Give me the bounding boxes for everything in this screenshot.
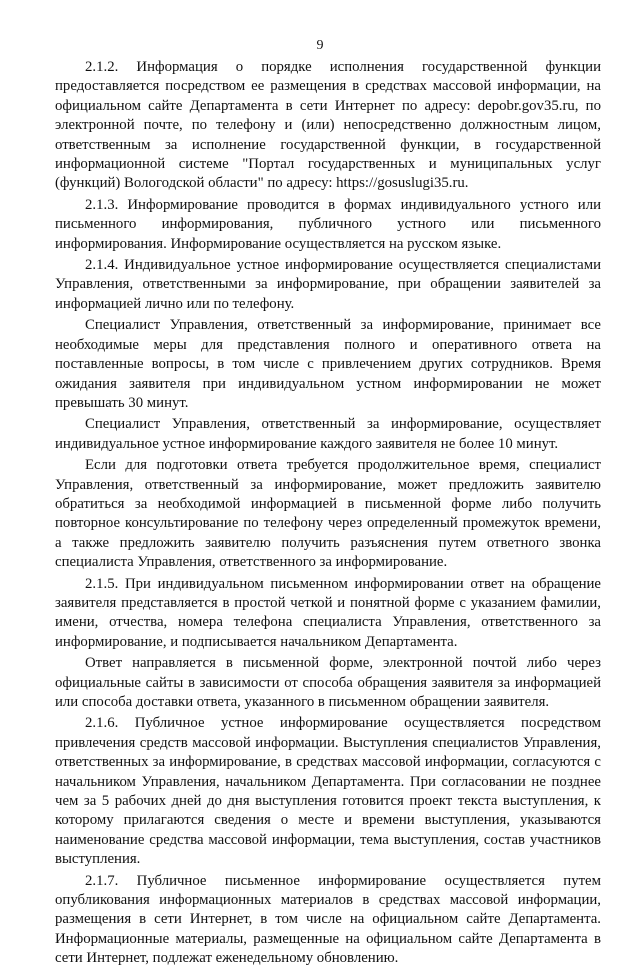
page-number: 9 bbox=[316, 38, 324, 53]
paragraph-2-1-2: 2.1.2. Информация о порядке исполнения государственной функции предоставляется посредством ее размещения в средствах массовой информации, на официальном сайте Департамента в сети Интернет по адресу: depobr.gov35.ru, по электронной почте, по телефону и (или) непосредственно должностным лицом, ответственным за исполнение государственной функции, в государственной информационной системе "Портал государственных и муниципальных услуг (функций) Вологодской области" по адресу: https://gosuslugi35.ru. bbox=[55, 59, 601, 192]
paragraph-2-1-3: 2.1.3. Информирование проводится в формах индивидуального устного или письменного информирования, публичного устного или письменного информирования. Информирование осуществляется на русском языке. bbox=[55, 196, 601, 252]
paragraph-specialist-duration: Специалист Управления, ответственный за информирование, осуществляет индивидуальное устное информирование каждого заявителя не более 10 минут. bbox=[55, 416, 601, 452]
paragraph-long-answer: Если для подготовки ответа требуется продолжительное время, специалист Управления, ответственный за информирование, может предложить заявителю обратиться за необходимой информацией в письменной форме либо получить повторное консультирование по телефону через определенный промежуток времени, а также предложить заявителю получить разъяснения путем ответного звонка специалиста Управления, ответственного за информирование. bbox=[55, 457, 601, 571]
paragraph-2-1-7: 2.1.7. Публичное письменное информирование осуществляется путем опубликования информационных материалов в средствах массовой информации, размещения в сети Интернет, в том числе на официальном сайте Департамента. Информационные материалы, размещенные на официальном сайте Департамента в сети Интернет, подлежат еженедельному обновлению. bbox=[55, 872, 601, 967]
paragraph-specialist-measures: Специалист Управления, ответственный за информирование, принимает все необходимые меры для представления полного и оперативного ответа на поставленные вопросы, в том числе с привлечением других сотрудников. Время ожидания заявителя при индивидуальном устном информировании не может превышать 30 минут. bbox=[55, 317, 601, 411]
paragraph-answer-delivery: Ответ направляется в письменной форме, электронной почтой либо через официальные сайты в зависимости от способа обращения заявителя за информацией или способа доставки ответа, указанного в письменном обращении заявителя. bbox=[55, 655, 601, 710]
paragraph-2-1-4: 2.1.4. Индивидуальное устное информирование осуществляется специалистами Управления, ответственными за информирование, при обращении заявителей за информацией лично или по телефону. bbox=[55, 257, 601, 312]
paragraph-2-1-6: 2.1.6. Публичное устное информирование осуществляется посредством привлечения средств массовой информации. Выступления специалистов Управления, ответственных за информирование, в средствах массовой информации, согласуются с начальником Управления, начальником Департамента. При согласовании не позднее чем за 5 рабочих дней до дня выступления готовится проект текста выступления, к которому прилагаются сведения о месте и времени выступления, указываются наименование средства массовой информации, тема выступления, состав участников выступления. bbox=[55, 715, 601, 868]
document-body bbox=[55, 58, 601, 971]
paragraph-2-1-5: 2.1.5. При индивидуальном письменном информировании ответ на обращение заявителя представляется в простой четкой и понятной форме с указанием фамилии, имени, отчества, номера телефона специалиста Управления, ответственного за информирование, и подписывается начальником Департамента. bbox=[55, 575, 601, 650]
